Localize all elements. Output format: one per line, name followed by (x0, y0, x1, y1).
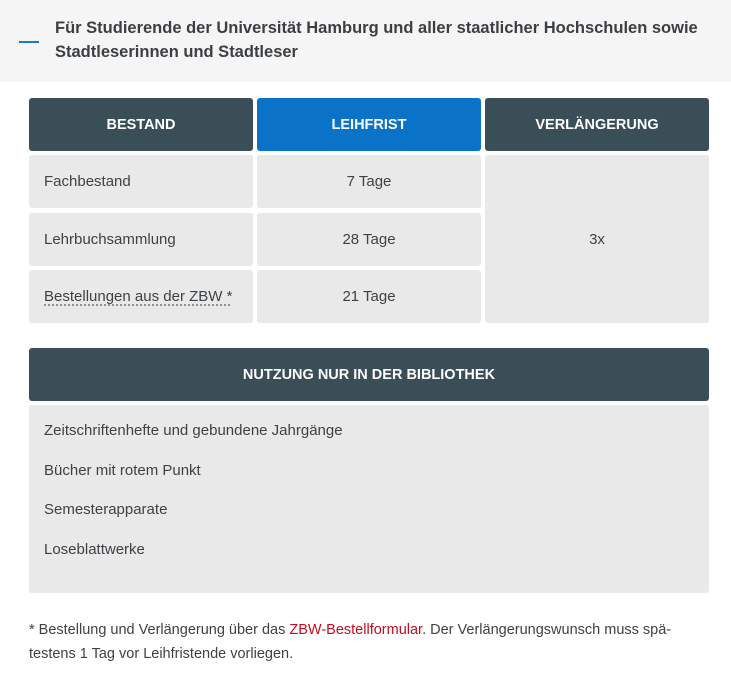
collapse-icon[interactable] (19, 41, 39, 43)
column-header-verlaengerung[interactable]: VERLÄNGERUNG (485, 98, 709, 151)
table-cell-bestand: Fachbestand (29, 155, 253, 208)
zbw-order-form-link[interactable]: ZBW-Bestellformular (289, 622, 423, 638)
table-cell-verlaengerung: 3x (485, 155, 709, 323)
column-header-bestand[interactable]: BESTAND (29, 98, 253, 151)
footnote-text: testens 1 Tag vor Leihfristende vorliegen. (29, 646, 294, 662)
list-item: Semesterapparate (44, 501, 168, 518)
footnote-text: * Bestellung und Verlängerung über das (29, 622, 290, 638)
list-item: Bücher mit rotem Punkt (44, 462, 201, 479)
table-cell-leihfrist: 21 Tage (257, 270, 481, 323)
list-item: Zeitschriftenhefte und gebundene Jahrgänge (44, 422, 343, 439)
footnote (29, 618, 715, 666)
accordion-title: Für Studierende der Universität Hamburg und aller staatlicher Hochschulen sowie Stadtleserinnen und Stadtleser (55, 19, 698, 61)
usage-table-header[interactable]: NUTZUNG NUR IN DER BIBLIOTHEK (29, 348, 709, 401)
list-item: Loseblattwerke (44, 541, 145, 558)
table-cell-bestand (29, 270, 253, 323)
table-cell-bestand: Lehrbuchsammlung (29, 213, 253, 266)
column-header-leihfrist[interactable]: LEIHFRIST (257, 98, 481, 151)
footnote-text: . Der Verlängerungswunsch muss spä- (422, 622, 672, 638)
table-cell-leihfrist: 28 Tage (257, 213, 481, 266)
zbw-orders-label[interactable]: Bestellungen aus der ZBW * (44, 288, 233, 305)
table-cell-leihfrist: 7 Tage (257, 155, 481, 208)
accordion-header[interactable] (0, 0, 731, 82)
